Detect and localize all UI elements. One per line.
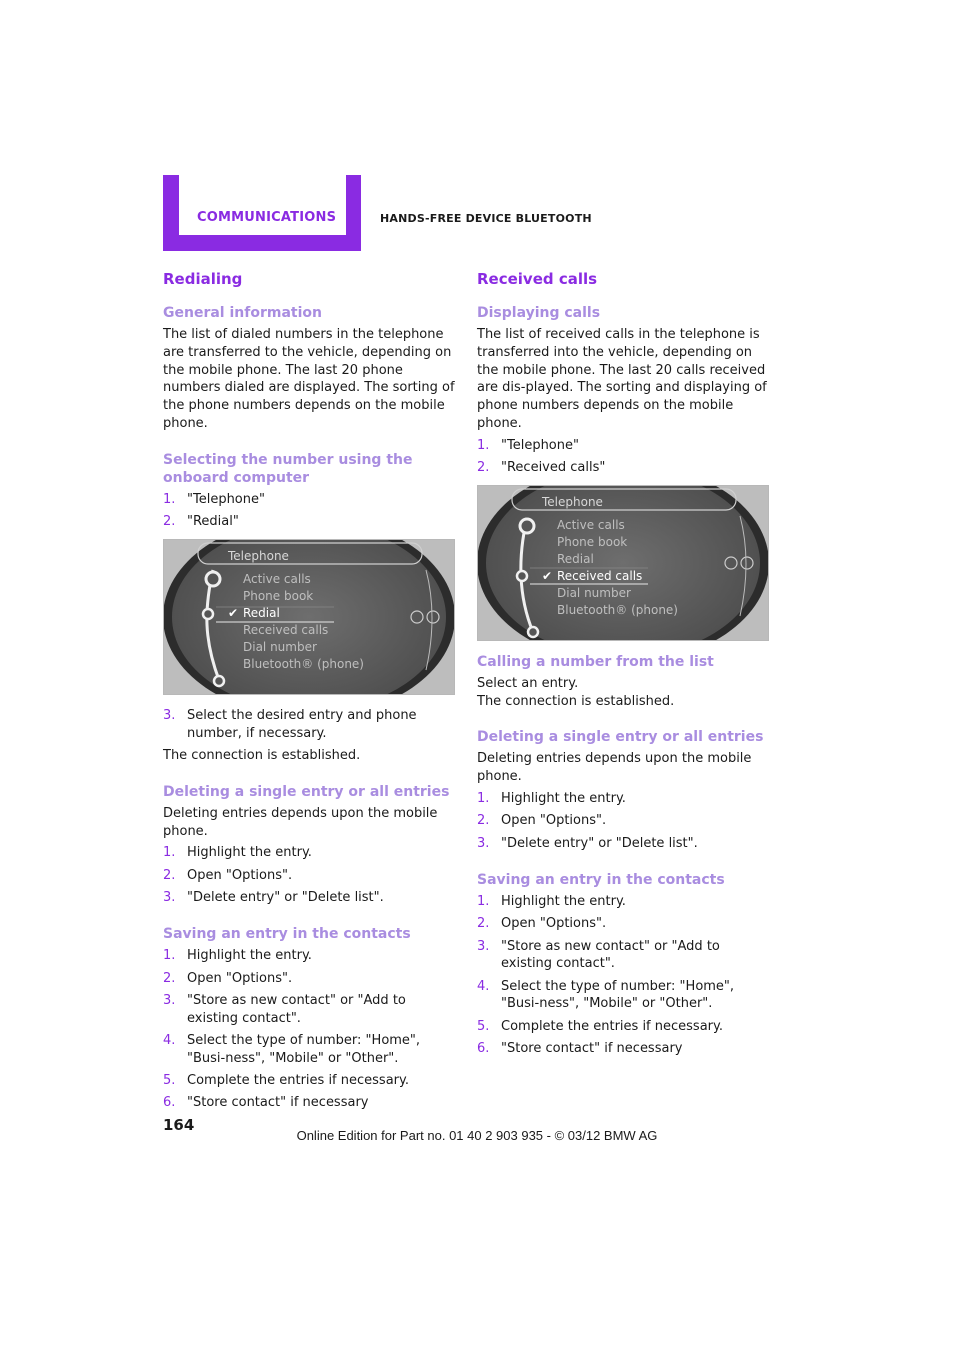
save-steps (163, 947, 455, 1112)
list-item: 2. Open "Options". (477, 916, 607, 932)
general-info-heading: General information (163, 305, 322, 321)
menu-item-dial-number: Dial number (243, 639, 317, 654)
list-item: 1. "Telephone" (477, 437, 579, 453)
list-item: 1. Highlight the entry. (477, 791, 626, 807)
screen-title: Telephone (542, 494, 603, 509)
delete-heading: Deleting a single entry or all entries (477, 729, 764, 746)
menu-item-phone-book: Phone book (243, 588, 314, 603)
list-item: 4. Select the type of number: "Home", "Busi-ness", "Mobile" or "Other". (163, 1032, 421, 1066)
menu-item-redial: Redial (243, 605, 280, 620)
chapter-title: HANDS-FREE DEVICE BLUETOOTH (380, 212, 592, 225)
received-calls-title: Received calls (477, 270, 598, 288)
select-number-heading: Selecting the number using the onboard computer (163, 451, 413, 486)
connection-text: The connection is established. (163, 747, 361, 763)
list-item: 6. "Store contact" if necessary (163, 1095, 369, 1111)
delete-heading: Deleting a single entry or all entries (163, 783, 450, 800)
list-item: 1. Highlight the entry. (163, 845, 312, 861)
redialing-title: Redialing (163, 270, 243, 288)
list-item: 3. "Delete entry" or "Delete list". (163, 889, 384, 905)
delete-steps (477, 790, 769, 852)
save-steps (477, 893, 769, 1058)
save-heading: Saving an entry in the contacts (477, 871, 725, 888)
list-item: 6. "Store contact" if necessary (477, 1041, 683, 1057)
displaying-calls-text: The list of received calls in the telephone is transferred into the vehicle, depending on the mobile phone. The last 20 calls received are dis-played. The sorting and displaying of phone numbers depends on the mobile phone. (477, 327, 767, 431)
menu-item-received-calls: Received calls (557, 568, 643, 583)
menu-item-dial-number: Dial number (557, 585, 631, 600)
list-item: 2. "Received calls" (477, 460, 606, 476)
list-item: 3. "Store as new contact" or "Add to existing contact". (163, 992, 406, 1026)
list-item: 1. Highlight the entry. (163, 948, 312, 964)
list-item: 3. Select the desired entry and phone number, if necessary. (163, 707, 417, 741)
delete-text: Deleting entries depends upon the mobile phone. (163, 805, 438, 839)
menu-item-bluetooth: Bluetooth® (phone) (243, 656, 364, 671)
display-steps (477, 437, 769, 477)
list-item: 1. "Telephone" (163, 491, 265, 507)
menu-item-bluetooth: Bluetooth® (phone) (557, 602, 678, 617)
calling-text-2: The connection is established. (477, 693, 675, 709)
menu-item-redial: Redial (557, 551, 594, 566)
footer: Online Edition for Part no. 01 40 2 903 935 - © 03/12 BMW AG (296, 1128, 658, 1143)
list-item: 2. Open "Options". (163, 867, 293, 883)
list-item: 3. "Store as new contact" or "Add to existing contact". (477, 938, 720, 972)
save-heading: Saving an entry in the contacts (163, 926, 411, 943)
screen-title: Telephone (228, 548, 289, 563)
list-item: 2. Open "Options". (163, 970, 293, 986)
list-item: 5. Complete the entries if necessary. (477, 1018, 723, 1034)
section-label: COMMUNICATIONS (197, 210, 337, 225)
delete-steps (163, 844, 455, 906)
delete-text: Deleting entries depends upon the mobile phone. (477, 751, 752, 785)
displaying-calls-heading: Displaying calls (477, 305, 601, 321)
select-steps (163, 491, 455, 531)
list-item: 4. Select the type of number: "Home", "Busi-ness", "Mobile" or "Other". (477, 978, 735, 1012)
check-icon: ✔ (228, 605, 239, 620)
list-item: 5. Complete the entries if necessary. (163, 1073, 409, 1089)
right-column (477, 270, 769, 1062)
general-info-text: The list of dialed numbers in the telephone are transferred to the vehicle, depending on the mobile phone. The last 20 phone numbers dialed are displayed. The sorting of the phone numbers depends on the mobile phone. (163, 327, 455, 431)
list-item: 2. "Redial" (163, 514, 239, 530)
list-item: 3. "Delete entry" or "Delete list". (477, 835, 698, 851)
telephone-menu-screenshot-received (477, 485, 769, 641)
page-number: 164 (163, 1116, 195, 1134)
after-steps (163, 707, 455, 743)
menu-item-phone-book: Phone book (557, 534, 628, 549)
menu-item-active-calls: Active calls (243, 571, 311, 586)
check-icon: ✔ (542, 568, 553, 583)
left-column (163, 270, 455, 1117)
header-tab-inner (179, 175, 346, 235)
calling-text-1: Select an entry. (477, 675, 579, 691)
list-item: 1. Highlight the entry. (477, 893, 626, 909)
calling-heading: Calling a number from the list (477, 653, 714, 670)
telephone-menu-screenshot (163, 539, 455, 695)
list-item: 2. Open "Options". (477, 813, 607, 829)
menu-item-received-calls: Received calls (243, 622, 329, 637)
menu-item-active-calls: Active calls (557, 517, 625, 532)
